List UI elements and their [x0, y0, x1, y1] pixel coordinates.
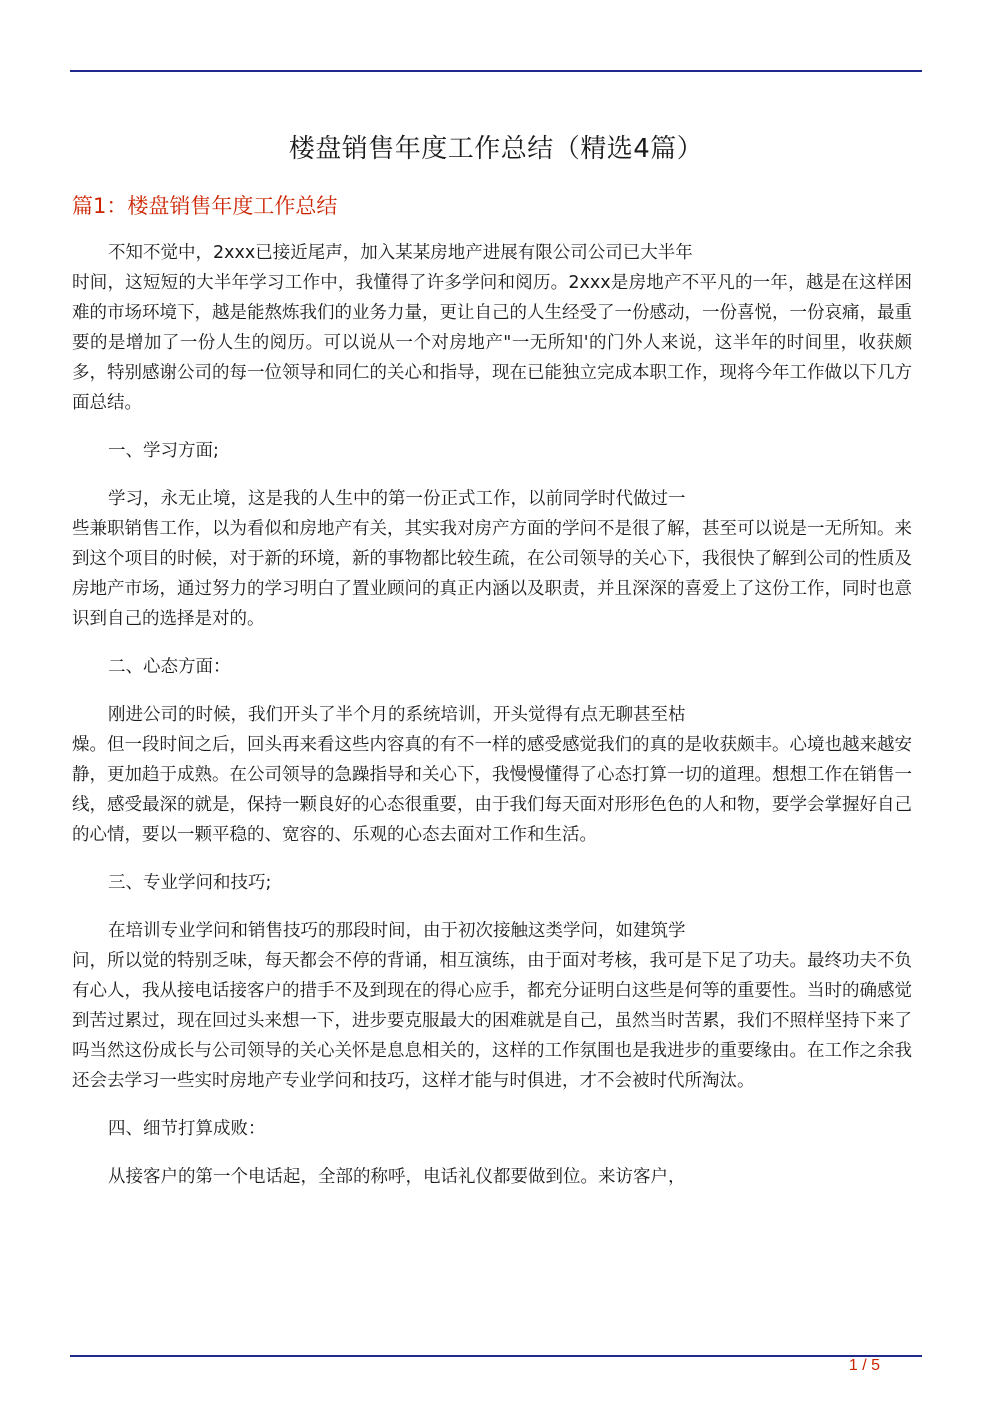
paragraph: 在培训专业学问和销售技巧的那段时间，由于初次接触这类学问，如建筑学 问，所以觉的特别乏味，每天都会不停的背诵，相互演练，由于面对考核，我可是下足了功夫。最终功夫不负有心人，我从接电话接客户的措手不及到现在的得心应手，都充分证明白这些是何等的重要性。当时的确感觉到苦过累过，现在回过头来想一下，进步要克服最大的困难就是自己，虽然当时苦累，我们不照样坚持下来了吗当然这份成长与公司领导的关心关怀是息息相关的，这样的工作氛围也是我进步的重要缘由。在工作之余我还会去学习一些实时房地产专业学问和技巧，这样才能与时俱进，才不会被时代所淘汰。 [72, 921, 912, 1091]
section-heading: 篇1：楼盘销售年度工作总结 [72, 194, 338, 218]
paragraph: 学习，永无止境，这是我的人生中的第一份正式工作，以前同学时代做过一 些兼职销售工作，以为看似和房地产有关，其实我对房产方面的学问不是很了解，甚至可以说是一无所知。来到这个项目的时候，对于新的环境，新的事物都比较生疏，在公司领导的关心下，我很快了解到公司的性质及房地产市场，通过努力的学习明白了置业顾问的真正内涵以及职责，并且深深的喜爱上了这份工作，同时也意识到自己的选择是对的。 [72, 489, 912, 629]
footer-rule [70, 1355, 922, 1357]
document-title: 楼盘销售年度工作总结（精选4篇） [288, 134, 704, 164]
paragraph: 刚进公司的时候，我们开头了半个月的系统培训，开头觉得有点无聊甚至枯 燥。但一段时间之后，回头再来看这些内容真的有不一样的感受感觉我们的真的是收获颇丰。心境也越来越安静，更加趋于成熟。在公司领导的急躁指导和关心下，我慢慢懂得了心态打算一切的道理。想想工作在销售一线，感受最深的就是，保持一颗良好的心态很重要，由于我们每天面对形形色色的人和物，要学会掌握好自己的心情，要以一颗平稳的、宽容的、乐观的心态去面对工作和生活。 [72, 705, 912, 845]
header-rule [70, 70, 922, 72]
page-number: 1 / 5 [848, 1357, 880, 1374]
paragraph: 不知不觉中，2xxx已接近尾声，加入某某房地产进展有限公司公司已大半年 时间，这短短的大半年学习工作中，我懂得了许多学问和阅历。2xxx是房地产不平凡的一年，越是在这样困难的市场环境下，越是能熬炼我们的业务力量，更让自己的人生经受了一份感动，一份喜悦，一份哀痛，最重要的是增加了一份人生的阅历。可以说从一个对房地产"一无所知'的门外人来说，这半年的时间里，收获颇多，特别感谢公司的每一位领导和同仁的关心和指导，现在已能独立完成本职工作，现将今年工作做以下几方面总结。 [72, 243, 912, 413]
document-body [72, 238, 912, 1210]
paragraph: 从接客户的第一个电话起，全部的称呼，电话礼仪都要做到位。来访客户， [108, 1167, 686, 1187]
subsection-heading: 二、心态方面： [108, 657, 231, 677]
subsection-heading: 一、学习方面; [108, 441, 219, 461]
subsection-heading: 四、细节打算成败： [108, 1119, 266, 1139]
subsection-heading: 三、专业学问和技巧; [108, 873, 272, 893]
